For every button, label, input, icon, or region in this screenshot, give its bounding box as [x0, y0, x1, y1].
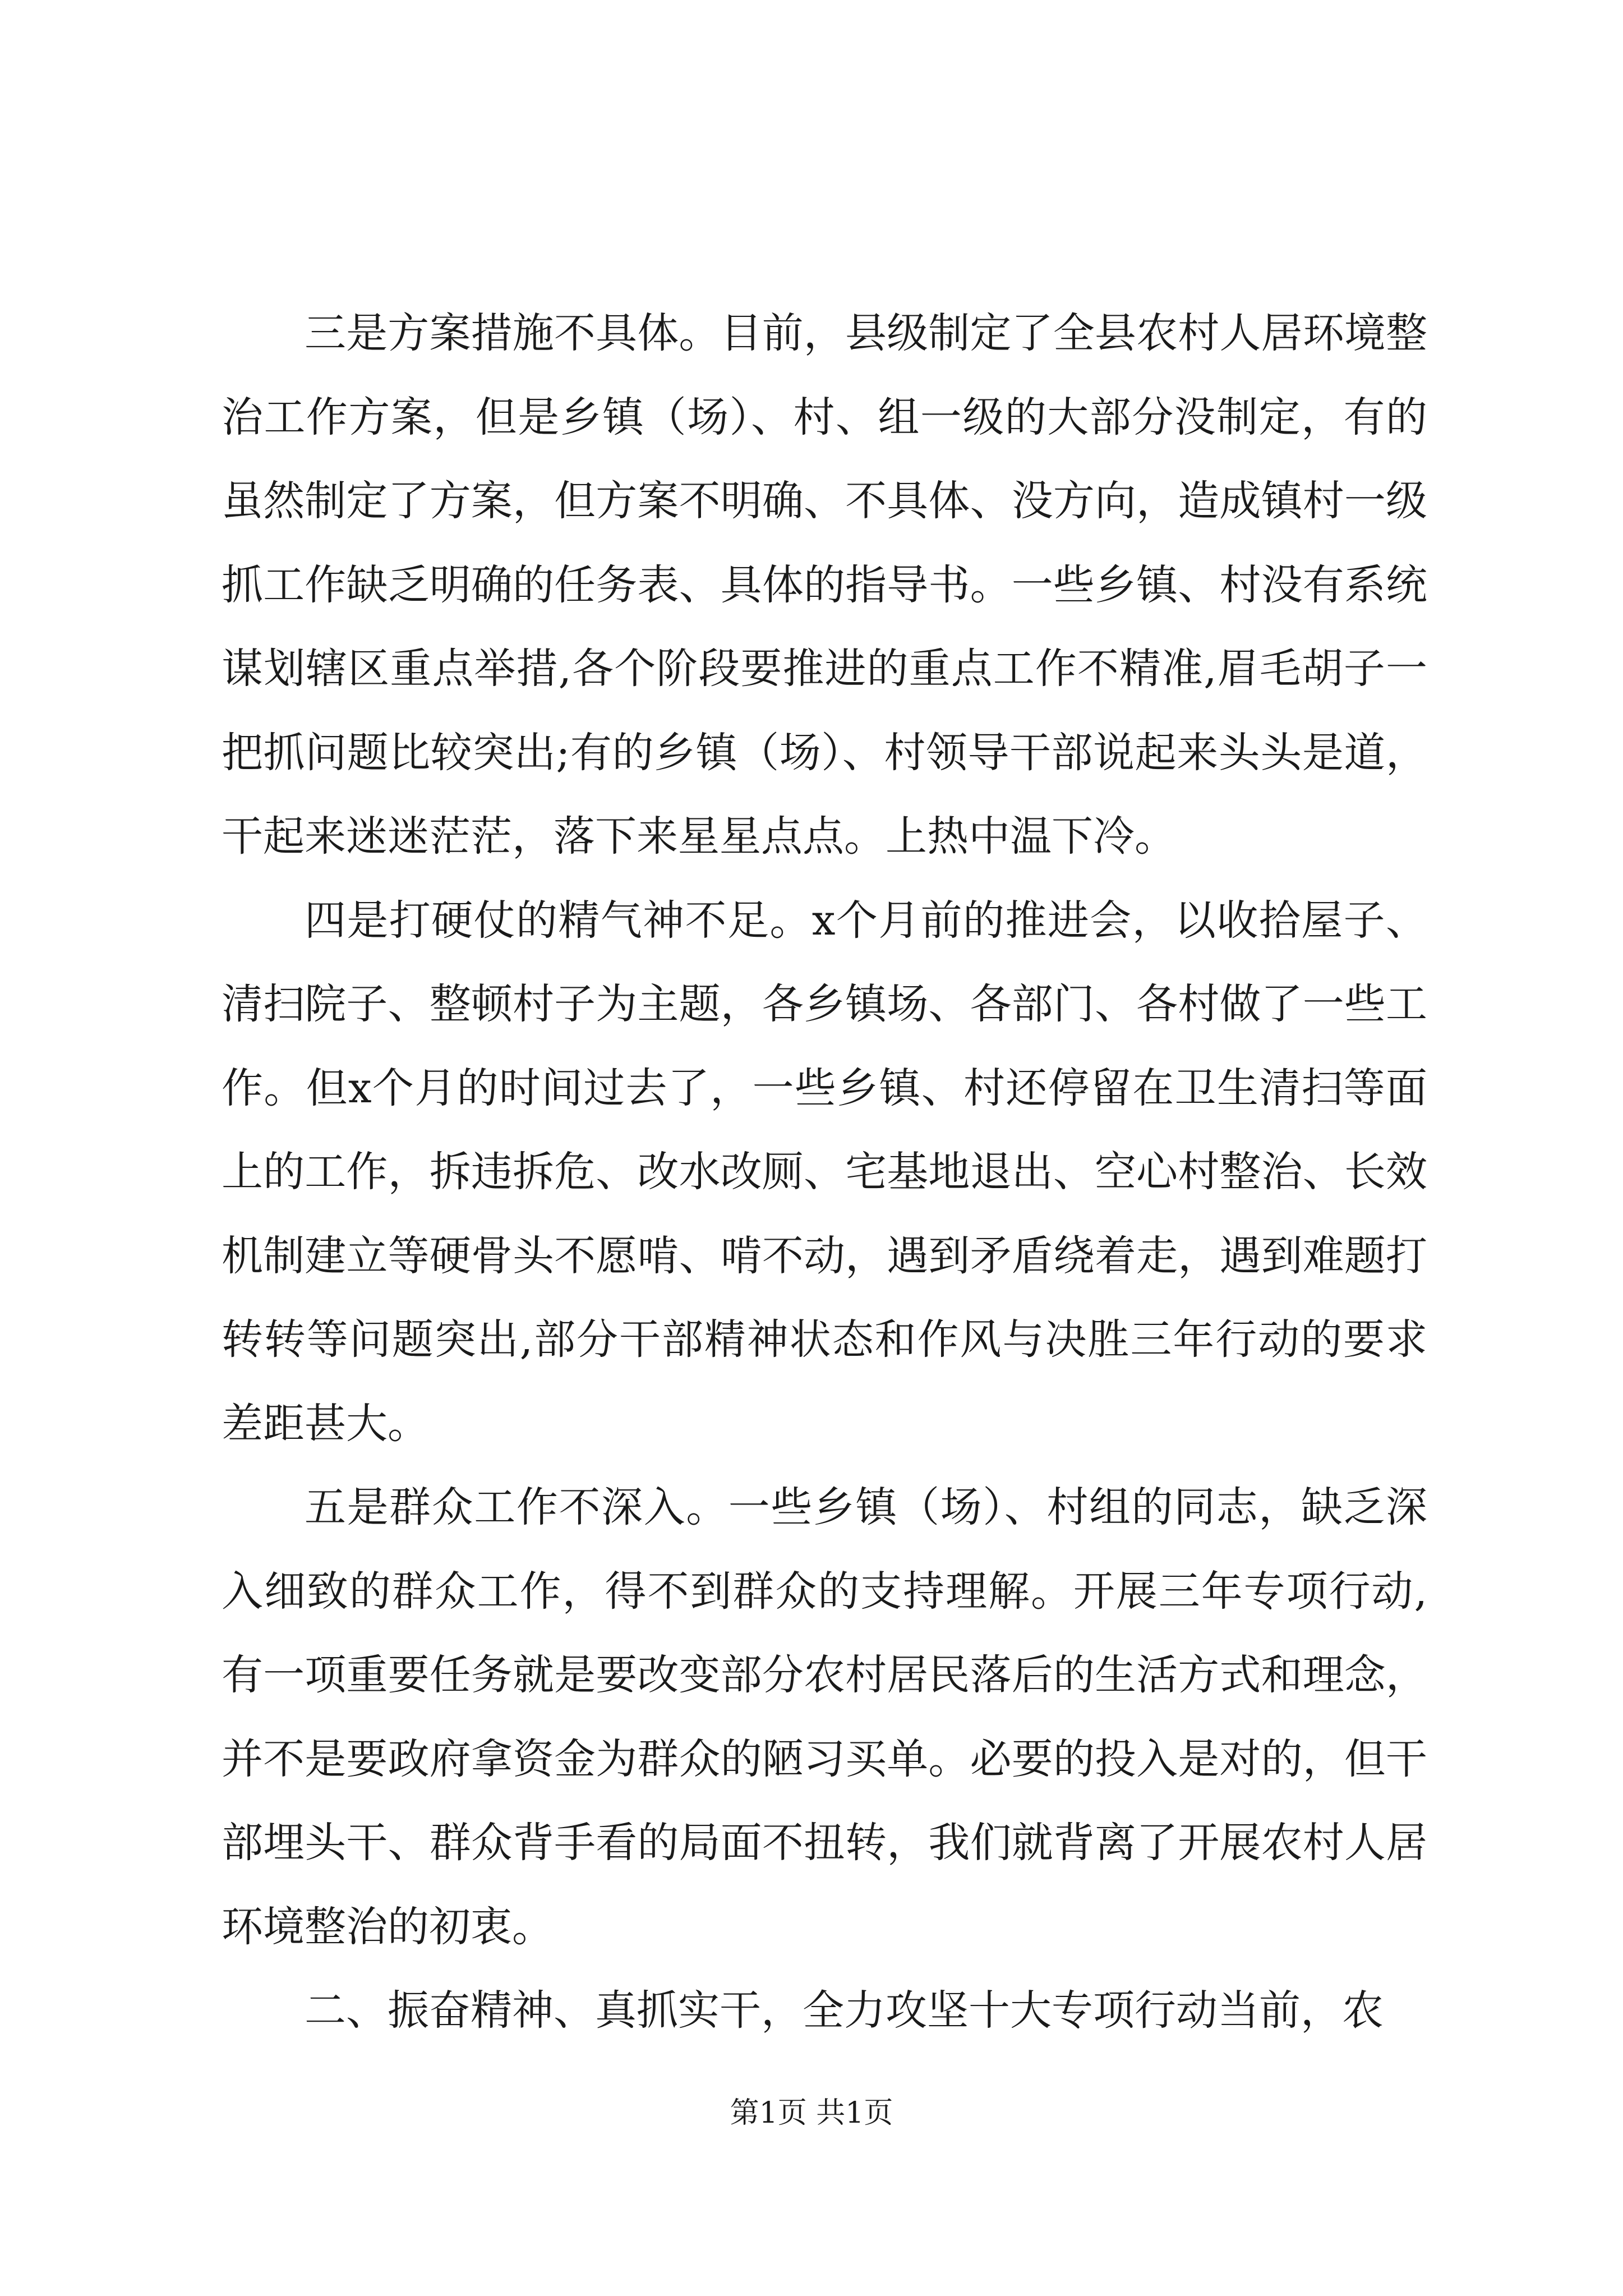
page-footer: 第1页 共1页	[730, 2096, 893, 2130]
paragraph-3: 五是群众工作不深入。一些乡镇（场）、村组的同志，缺乏深入细致的群众工作，得不到群众的支持理解。开展三年专项行动,有一项重要任务就是要改变部分农村居民落后的生活方式和理念，并不是要政府拿资金为群众的陋习买单。必要的投入是对的，但干部埋头干、群众背手看的局面不扭转，我们就背离了开展农村人居环境整治的初衷。	[222, 1483, 1427, 1951]
document-body	[222, 292, 1427, 2053]
paragraph-1: 三是方案措施不具体。目前，县级制定了全县农村人居环境整治工作方案，但是乡镇（场）、村、组一级的大部分没制定，有的虽然制定了方案，但方案不明确、不具体、没方向，造成镇村一级抓工作缺乏明确的任务表、具体的指导书。一些乡镇、村没有系统谋划辖区重点举措,各个阶段要推进的重点工作不精准,眉毛胡子一把抓问题比较突出;有的乡镇（场）、村领导干部说起来头头是道，干起来迷迷茫茫，落下来星星点点。上热中温下冷。	[222, 309, 1427, 861]
paragraph-2: 四是打硬仗的精气神不足。x个月前的推进会，以收拾屋子、清扫院子、整顿村子为主题，各乡镇场、各部门、各村做了一些工作。但x个月的时间过去了，一些乡镇、村还停留在卫生清扫等面上的工作，拆违拆危、改水改厕、宅基地退出、空心村整治、长效机制建立等硬骨头不愿啃、啃不动，遇到矛盾绕着走，遇到难题打转转等问题突出,部分干部精神状态和作风与决胜三年行动的要求差距甚大。	[222, 896, 1427, 1448]
paragraph-4: 二、振奋精神、真抓实干，全力攻坚十大专项行动当前，农	[305, 1986, 1384, 2035]
